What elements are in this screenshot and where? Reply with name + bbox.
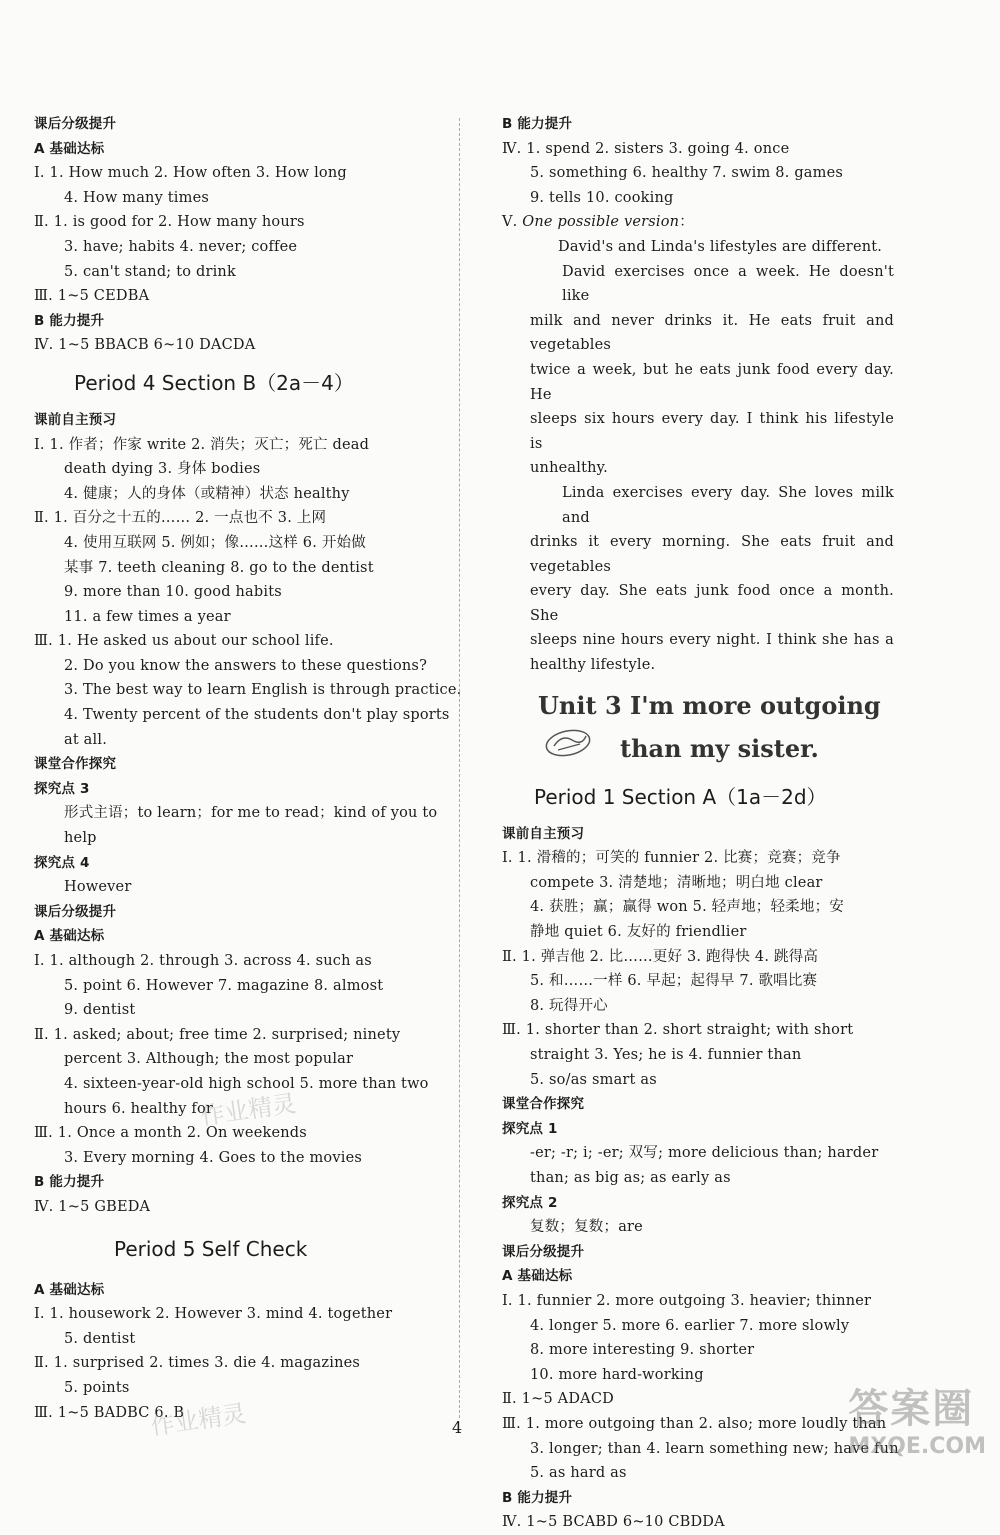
essay-line: sleeps six hours every day. I think his lifestyle is	[530, 411, 894, 452]
answer-line: hours 6. healthy for	[64, 1100, 214, 1117]
answer-line: 4. How many times	[64, 189, 210, 206]
unit-title: Unit 3 I'm more outgoing	[538, 690, 881, 720]
answer-line: 3. longer; than 4. learn something new; have fun	[530, 1440, 899, 1457]
essay-line: sleeps nine hours every night. I think she has a	[530, 632, 894, 649]
period-title: Period 4 Section B（2a－4）	[74, 370, 354, 395]
answer-line: Ⅲ. 1. more outgoing than 2. also; more loudly than	[502, 1415, 887, 1432]
colon: ：	[679, 214, 694, 231]
watermark-logo: 答案圈	[848, 1386, 975, 1432]
answer-line: Ⅰ. 1. 作者；作家 write 2. 消失；灭亡；死亡 dead	[34, 436, 370, 453]
answer-line: Ⅰ. 1. funnier 2. more outgoing 3. heavier; thinner	[502, 1292, 872, 1309]
answer-line: Ⅱ. 1. asked; about; free time 2. surprised; ninety	[34, 1026, 401, 1043]
answer-line: 某事 7. teeth cleaning 8. go to the dentist	[64, 559, 374, 576]
answer-line: 5. can't stand; to drink	[64, 263, 236, 280]
answer-line: death dying 3. 身体 bodies	[64, 461, 261, 478]
answer-line: 8. 玩得开心	[530, 997, 608, 1014]
answer-line: 3. have; habits 4. never; coffee	[64, 238, 298, 255]
answer-line: 5. points	[64, 1379, 130, 1396]
right-column	[502, 112, 899, 1535]
item-label: Ⅴ.	[502, 214, 523, 231]
section-heading: 课前自主预习	[502, 825, 585, 842]
answer-line: 复数；复数；are	[530, 1219, 643, 1236]
answer-line: 11. a few times a year	[64, 608, 231, 625]
answer-line: Ⅰ. 1. 滑稽的；可笑的 funnier 2. 比赛；竞赛；竞争	[502, 850, 841, 867]
answer-line: Ⅰ. 1. housework 2. However 3. mind 4. together	[34, 1306, 393, 1323]
answer-line: 4. 获胜；赢；赢得 won 5. 轻声地；轻柔地；安	[530, 899, 844, 916]
answer-line: 2. Do you know the answers to these questions?	[64, 657, 428, 674]
section-heading: 课堂合作探究	[34, 756, 117, 773]
essay-line: Linda exercises every day. She loves milk and	[562, 484, 894, 526]
column-divider	[459, 118, 460, 1418]
subsection-heading: B 能力提升	[502, 1489, 573, 1506]
section-heading: 课堂合作探究	[502, 1096, 585, 1113]
answer-line: 静地 quiet 6. 友好的 friendlier	[530, 924, 747, 941]
essay-line: unhealthy.	[530, 460, 608, 477]
answer-line: help	[64, 830, 97, 847]
period-title: Period 1 Section A（1a－2d）	[534, 784, 827, 809]
answer-line: Ⅱ. 1. is good for 2. How many hours	[34, 214, 305, 231]
subsection-heading: 探究点 1	[502, 1120, 558, 1137]
answer-line: Ⅱ. 1. 弹吉他 2. 比……更好 3. 跑得快 4. 跳得高	[502, 948, 819, 965]
essay-line: drinks it every morning. She eats fruit and vegetables	[530, 534, 894, 575]
answer-line: 5. something 6. healthy 7. swim 8. games	[530, 165, 844, 182]
answer-line: 4. Twenty percent of the students don't play sports	[64, 707, 450, 724]
subsection-heading: A 基础达标	[502, 1268, 573, 1285]
answer-line: Ⅲ. 1~5 CEDBA	[34, 288, 150, 305]
answer-line: 5. 和……一样 6. 早起；起得早 7. 歌唱比赛	[530, 973, 818, 990]
answer-line: 9. tells 10. cooking	[530, 189, 674, 206]
section-heading: 课后分级提升	[34, 116, 117, 132]
answer-line: at all.	[64, 731, 108, 748]
answer-line: 3. Every morning 4. Goes to the movies	[64, 1149, 362, 1166]
stamp-watermark: 作业精灵	[148, 1399, 248, 1441]
answer-line: Ⅳ. 1~5 GBEDA	[34, 1198, 151, 1215]
subsection-heading: 探究点 2	[502, 1194, 558, 1211]
answer-line: Ⅱ. 1. surprised 2. times 3. die 4. magazines	[34, 1355, 361, 1372]
section-heading: 课后分级提升	[34, 903, 117, 920]
answer-line: Ⅳ. 1~5 BBACB 6~10 DACDA	[34, 337, 256, 354]
subsection-heading: B 能力提升	[34, 1174, 105, 1191]
answer-line: than; as big as; as early as	[530, 1169, 731, 1186]
left-column	[34, 112, 462, 1425]
subsection-heading: A 基础达标	[34, 928, 105, 945]
answer-line: 形式主语；to learn；for me to read；kind of you to	[64, 805, 438, 822]
essay-line: twice a week, but he eats junk food every day. He	[530, 361, 894, 403]
unit-title-text: than my sister.	[620, 733, 819, 763]
essay-line: David exercises once a week. He doesn't like	[562, 263, 894, 305]
answer-line: 4. longer 5. more 6. earlier 7. more slowly	[530, 1317, 850, 1334]
essay-line: healthy lifestyle.	[530, 657, 656, 674]
unit-title-line2	[502, 726, 894, 772]
answer-line: 9. more than 10. good habits	[64, 584, 282, 601]
answer-line: 5. dentist	[64, 1330, 136, 1347]
answer-line: Ⅲ. 1. He asked us about our school life.	[34, 633, 334, 650]
answer-line	[502, 210, 894, 235]
answer-line: 4. 健康；人的身体（或精神）状态 healthy	[64, 485, 350, 502]
answer-line: 4. 使用互联网 5. 例如；像……这样 6. 开始做	[64, 534, 366, 551]
answer-line: straight 3. Yes; he is 4. funnier than	[530, 1047, 802, 1063]
subsection-heading: A 基础达标	[34, 140, 105, 157]
answer-line: 9. dentist	[64, 1002, 136, 1019]
watermark-url: MXQE.COM	[848, 1434, 986, 1459]
answer-line: Ⅲ. 1~5 BADBC 6. B	[34, 1404, 185, 1421]
subsection-heading: A 基础达标	[34, 1281, 105, 1298]
answer-line: Ⅱ. 1~5 ADACD	[502, 1391, 614, 1408]
answer-line: Ⅳ. 1~5 BCABD 6~10 CBDDA	[502, 1514, 725, 1531]
answer-line: However	[64, 879, 132, 896]
section-heading: 课前自主预习	[34, 411, 117, 428]
subsection-heading: 探究点 3	[34, 780, 90, 797]
essay-line: milk and never drinks it. He eats fruit and vegetables	[530, 312, 894, 354]
stamp-watermark: 作业精灵	[198, 1089, 298, 1131]
answer-line: 8. more interesting 9. shorter	[530, 1342, 755, 1359]
answer-line: Ⅱ. 1. 百分之十五的…… 2. 一点也不 3. 上网	[34, 510, 327, 527]
answer-line: Ⅳ. 1. spend 2. sisters 3. going 4. once	[502, 140, 790, 157]
site-watermark	[848, 1377, 986, 1459]
answer-line: 5. as hard as	[530, 1465, 627, 1482]
subsection-heading: B 能力提升	[502, 116, 573, 132]
essay-line: David's and Linda's lifestyles are different.	[558, 238, 883, 255]
section-heading: 课后分级提升	[502, 1243, 585, 1260]
answer-line: compete 3. 清楚地；清晰地；明白地 clear	[530, 874, 823, 891]
version-label: One possible version	[522, 214, 680, 231]
subsection-heading: 探究点 4	[34, 854, 90, 871]
answer-line: 5. so/as smart as	[530, 1071, 657, 1088]
answer-line: 5. point 6. However 7. magazine 8. almost	[64, 977, 384, 994]
essay-line: every day. She eats junk food once a month. She	[530, 583, 894, 624]
answer-line: 4. sixteen-year-old high school 5. more than two	[64, 1075, 429, 1092]
subsection-heading: B 能力提升	[34, 312, 105, 329]
answer-line: Ⅰ. 1. although 2. through 3. across 4. such as	[34, 953, 372, 969]
answer-line: percent 3. Although; the most popular	[64, 1051, 354, 1068]
period-title: Period 5 Self Check	[114, 1236, 308, 1261]
unit-badge-icon	[542, 726, 596, 772]
answer-line: 3. The best way to learn English is through practice.	[64, 682, 462, 699]
answer-line: 10. more hard-working	[530, 1366, 704, 1383]
page-number: 4	[452, 1418, 463, 1437]
answer-line: Ⅲ. 1. Once a month 2. On weekends	[34, 1125, 307, 1142]
answer-line: Ⅲ. 1. shorter than 2. short straight; with short	[502, 1022, 854, 1039]
answer-line: -er; -r; i; -er; 双写; more delicious than; harder	[530, 1145, 879, 1162]
answer-line: Ⅰ. 1. How much 2. How often 3. How long	[34, 165, 347, 182]
